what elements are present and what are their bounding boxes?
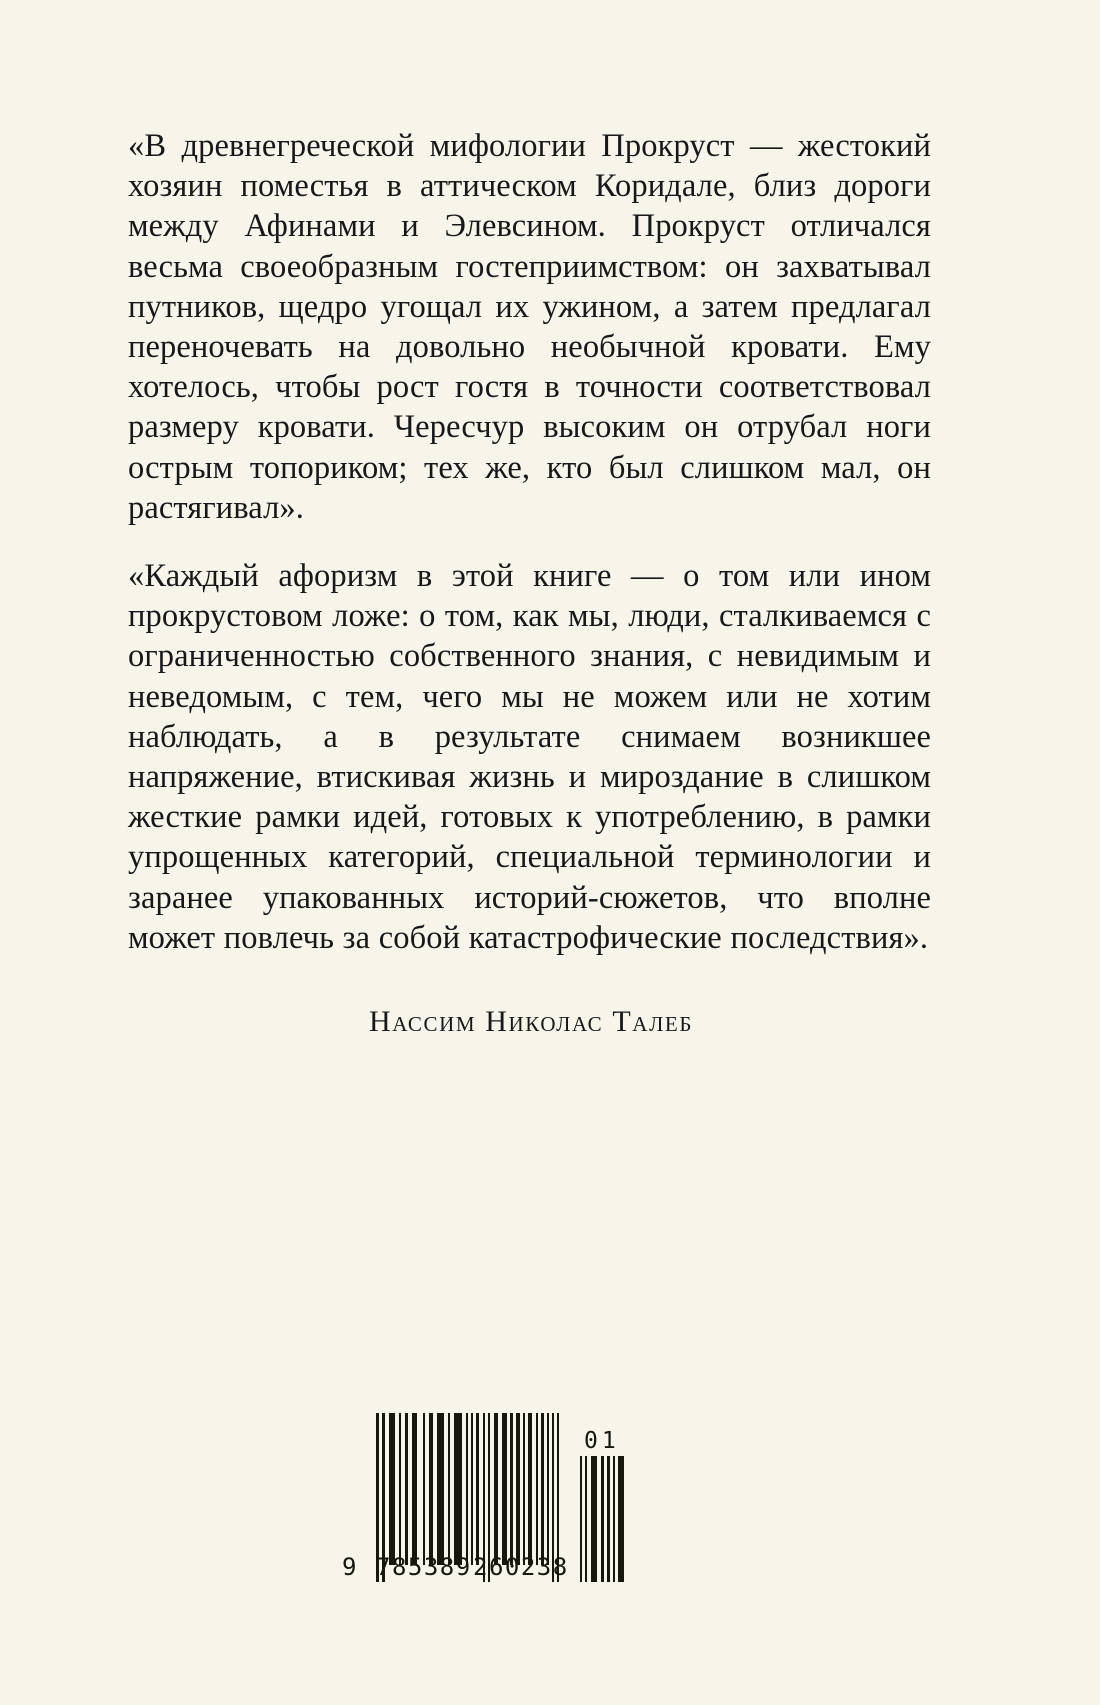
- barcode: [342, 1410, 626, 1582]
- quote-text-block: [128, 126, 931, 958]
- barcode-addon-bars: [578, 1456, 626, 1582]
- quote-paragraph-2: «Каждый афоризм в этой книге — о том или ином прокрустовом ложе: о том, как мы, люди, сталкиваемся с ограниченностью собственного знания, с невидимым и неведомым, с тем, чего мы не можем или не хотим наблюдать, а в результате снимаем возникшее напряжение, втискивая жизнь и мироздание в слишком жесткие рамки идей, готовых к употреблению, в рамки упрощенных категорий, специальной терминологии и заранее упакованных историй-сюжетов, что вполне может повлечь за собой катастрофические последствия».: [128, 558, 931, 956]
- barcode-left-group: 785389: [376, 1553, 472, 1581]
- barcode-right-group: 260238: [473, 1553, 569, 1581]
- barcode-lead-digit: 9: [342, 1553, 358, 1581]
- barcode-addon-value: 01: [584, 1428, 620, 1454]
- barcode-addon-symbol: [578, 1430, 626, 1582]
- quote-paragraph-1: «В древнегреческой мифологии Прокруст — жестокий хозяин поместья в аттическом Коридале, близ дороги между Афинами и Элевсином. Прокруст отличался весьма своеобразным гостеприимством: он захватывал путников, щедро угощал их ужином, а затем предлагал переночевать на довольно необычной кровати. Ему хотелось, чтобы рост гостя в точности соответствовал размеру кровати. Чересчур высоким он отрубал ноги острым топориком; тех же, кто был слишком мал, он растягивал».: [128, 128, 931, 526]
- barcode-number: [340, 1552, 569, 1582]
- barcode-main-symbol: [342, 1413, 569, 1582]
- author-name: Нассим Николас Талеб: [368, 1005, 693, 1038]
- author-attribution: [128, 1001, 931, 1043]
